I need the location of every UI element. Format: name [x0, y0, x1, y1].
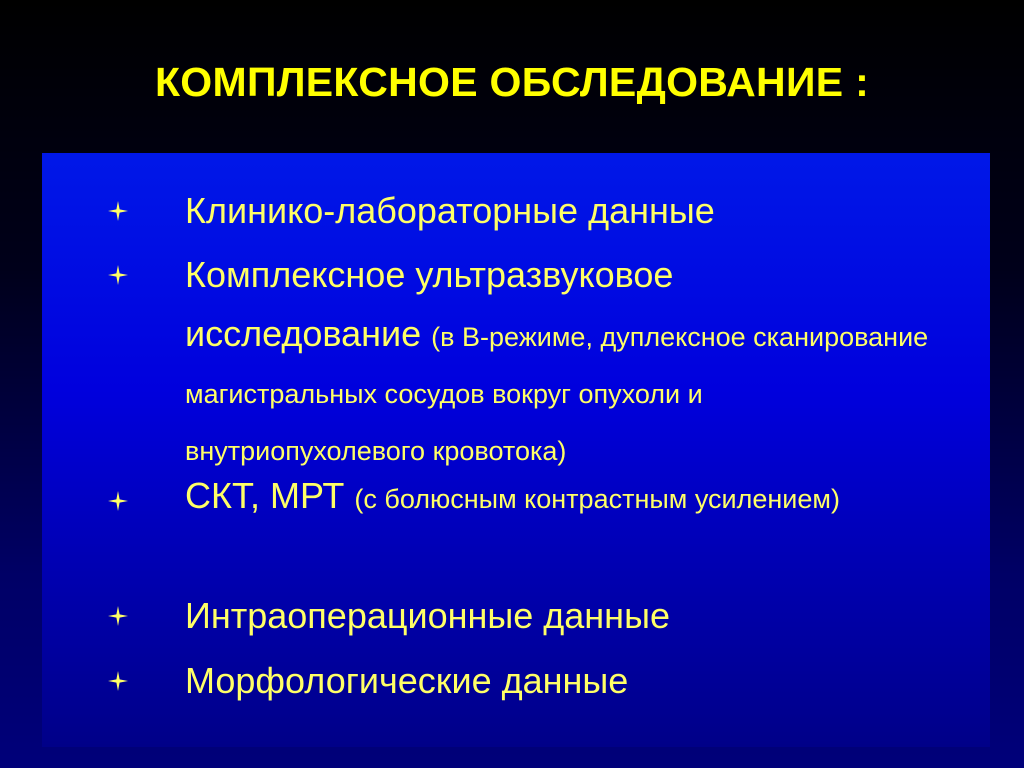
four-point-star-icon [108, 491, 128, 511]
bullet-text: Интраоперационные данные [185, 595, 670, 636]
bullet-text-wrap [185, 469, 950, 526]
bullet-subtext: (в В-режиме, дуплексное сканирование магистральных сосудов вокруг опухоли и внутриопухолевого кровотока) [185, 322, 929, 466]
bullet-text-line-1: Комплексное ультразвуковое [185, 254, 674, 295]
bullet-text-line-2: исследование [185, 313, 422, 354]
bullet-item-ct-mri [42, 469, 990, 526]
bullet-text: Морфологические данные [185, 660, 629, 701]
bullet-subtext: (с болюсным контрастным усилением) [354, 484, 840, 514]
bullet-item-morphological [42, 649, 990, 713]
bullet-text: СКТ, МРТ [185, 475, 345, 516]
four-point-star-icon [108, 606, 128, 626]
slide-title: КОМПЛЕКСНОЕ ОБСЛЕДОВАНИЕ : [154, 59, 870, 105]
bullet-item-ultrasound [42, 243, 990, 478]
bullet-item-clinical-lab [42, 179, 990, 243]
content-panel [42, 153, 990, 747]
bullet-text-continuation [185, 307, 950, 478]
four-point-star-icon [108, 265, 128, 285]
bullet-item-intraoperative [42, 584, 990, 648]
four-point-star-icon [108, 671, 128, 691]
bullet-text: Клинико-лабораторные данные [185, 190, 715, 231]
four-point-star-icon [108, 201, 128, 221]
